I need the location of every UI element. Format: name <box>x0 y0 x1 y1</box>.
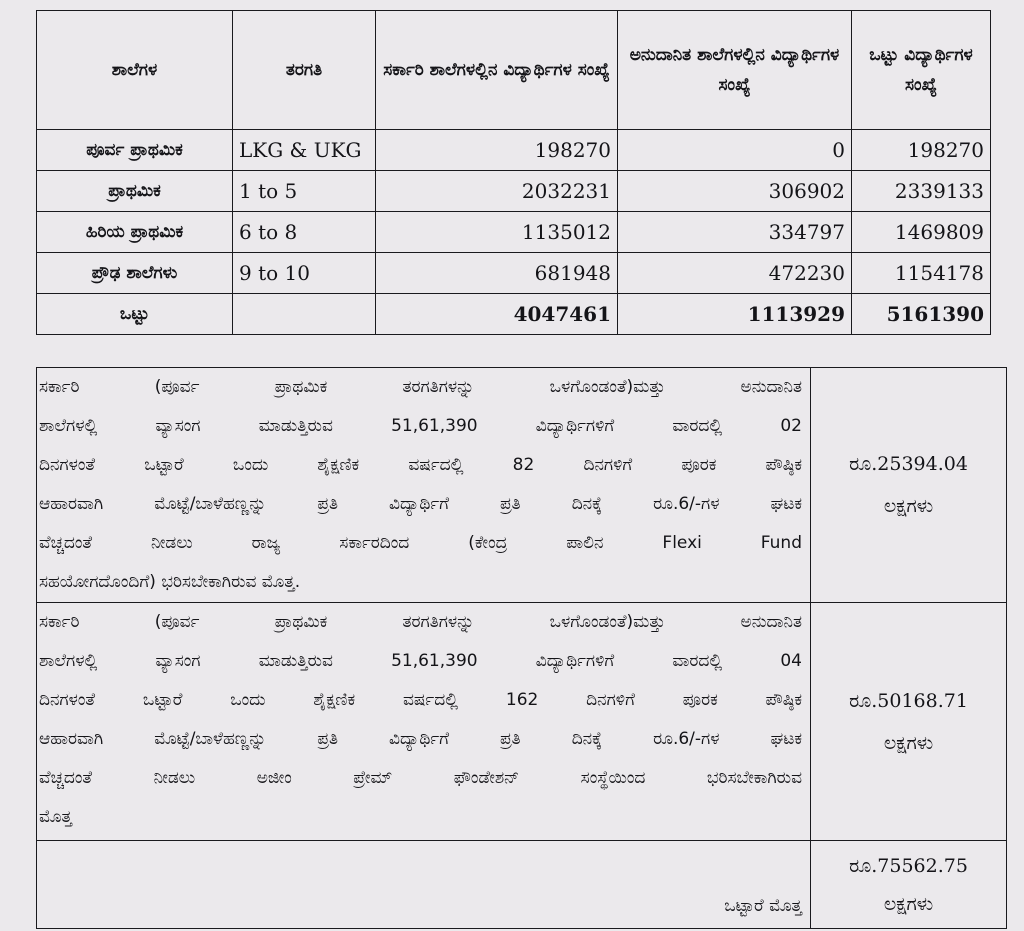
description-line: ಆಹಾರವಾಗಿ ಮೊಟ್ಟೆ/ಬಾಳೆಹಣ್ಣನ್ನು ಪ್ರತಿ ವಿದ್ಯಾರ್ಥಿಗೆ ಪ್ರತಿ ದಿನಕ್ಕೆ ರೂ.6/-ಗಳ ಘಟಕ <box>39 729 802 749</box>
row-govt: 198270 <box>376 130 618 171</box>
row-category: ಪ್ರೌಢ ಶಾಲೆಗಳು <box>37 253 233 294</box>
row-total: 1154178 <box>852 253 991 294</box>
row-grade: 6 to 8 <box>233 212 376 253</box>
row-aided: 334797 <box>618 212 852 253</box>
row-category: ಹಿರಿಯ ಪ್ರಾಥಮಿಕ <box>37 212 233 253</box>
grand-total-amount-cell <box>811 841 1007 929</box>
header-govt-students: ಸರ್ಕಾರಿ ಶಾಲೆಗಳಲ್ಲಿನ ವಿದ್ಯಾರ್ಥಿಗಳ ಸಂಖ್ಯೆ <box>376 11 618 130</box>
description-line: ಸರ್ಕಾರಿ (ಪೂರ್ವ ಪ್ರಾಥಮಿಕ ತರಗತಿಗಳನ್ನು ಒಳಗೊಂಡಂತೆ)ಮತ್ತು ಅನುದಾನಿತ <box>39 612 802 632</box>
description-line: ದಿನಗಳಂತೆ ಒಟ್ಟಾರೆ ಒಂದು ಶೈಕ್ಷಣಿಕ ವರ್ಷದಲ್ಲಿ 162 ದಿನಗಳಿಗೆ ಪೂರಕ ಪೌಷ್ಠಿಕ <box>39 690 802 710</box>
description-line: ಮೊತ್ತ <box>39 807 72 827</box>
grand-total-row <box>37 841 1007 929</box>
row-grade: 1 to 5 <box>233 171 376 212</box>
row-grade: 9 to 10 <box>233 253 376 294</box>
grand-total-unit: ಲಕ್ಷಗಳು <box>883 892 934 915</box>
total-govt: 4047461 <box>376 294 618 335</box>
grand-total-label: ಒಟ್ಟಾರೆ ಮೊತ್ತ <box>37 841 811 929</box>
row-govt: 1135012 <box>376 212 618 253</box>
table-row <box>37 253 991 294</box>
row-total: 198270 <box>852 130 991 171</box>
funding-description <box>37 368 811 603</box>
total-label: ಒಟ್ಟು <box>37 294 233 335</box>
description-line: ಸಹಯೋಗದೊಂದಿಗೆ) ಭರಿಸಬೇಕಾಗಿರುವ ಮೊತ್ತ. <box>39 572 301 592</box>
row-aided: 306902 <box>618 171 852 212</box>
total-total: 5161390 <box>852 294 991 335</box>
description-line: ಶಾಲೆಗಳಲ್ಲಿ ವ್ಯಾಸಂಗ ಮಾಡುತ್ತಿರುವ 51,61,390 ವಿದ್ಯಾರ್ಥಿಗಳಿಗೆ ವಾರದಲ್ಲಿ 02 <box>39 416 802 436</box>
funding-amount-cell <box>811 368 1007 603</box>
header-grade: ತರಗತಿ <box>233 11 376 130</box>
grand-total-amount: ರೂ.75562.75 <box>849 854 968 877</box>
row-govt: 2032231 <box>376 171 618 212</box>
funding-amount: ರೂ.50168.71 <box>849 689 968 712</box>
description-line: ವೆಚ್ಚದಂತೆ ನೀಡಲು ರಾಜ್ಯ ಸರ್ಕಾರದಿಂದ (ಕೇಂದ್ರ ಪಾಲಿನ Flexi Fund <box>39 533 802 553</box>
funding-description <box>37 603 811 841</box>
header-total-students: ಒಟ್ಟು ವಿದ್ಯಾರ್ಥಿಗಳ ಸಂಖ್ಯೆ <box>852 11 991 130</box>
description-line: ಶಾಲೆಗಳಲ್ಲಿ ವ್ಯಾಸಂಗ ಮಾಡುತ್ತಿರುವ 51,61,390 ವಿದ್ಯಾರ್ಥಿಗಳಿಗೆ ವಾರದಲ್ಲಿ 04 <box>39 651 802 671</box>
row-category: ಪೂರ್ವ ಪ್ರಾಥಮಿಕ <box>37 130 233 171</box>
funding-amount-cell <box>811 603 1007 841</box>
description-line: ಆಹಾರವಾಗಿ ಮೊಟ್ಟೆ/ಬಾಳೆಹಣ್ಣನ್ನು ಪ್ರತಿ ವಿದ್ಯಾರ್ಥಿಗೆ ಪ್ರತಿ ದಿನಕ್ಕೆ ರೂ.6/-ಗಳ ಘಟಕ <box>39 494 802 514</box>
description-line: ದಿನಗಳಂತೆ ಒಟ್ಟಾರೆ ಒಂದು ಶೈಕ್ಷಣಿಕ ವರ್ಷದಲ್ಲಿ 82 ದಿನಗಳಿಗೆ ಪೂರಕ ಪೌಷ್ಠಿಕ <box>39 455 802 475</box>
funding-unit: ಲಕ್ಷಗಳು <box>883 731 934 754</box>
table-row <box>37 171 991 212</box>
total-aided: 1113929 <box>618 294 852 335</box>
header-category: ಶಾಲೆಗಳ <box>37 11 233 130</box>
total-grade <box>233 294 376 335</box>
row-govt: 681948 <box>376 253 618 294</box>
table-row <box>37 130 991 171</box>
description-line: ವೆಚ್ಚದಂತೆ ನೀಡಲು ಅಜೀಂ ಪ್ರೇಮ್ ಫೌಂಡೇಶನ್ ಸಂಸ್ಥೆಯಿಂದ ಭರಿಸಬೇಕಾಗಿರುವ <box>39 768 802 788</box>
table-row <box>37 212 991 253</box>
enrollment-header-row <box>37 11 991 130</box>
total-row <box>37 294 991 335</box>
row-category: ಪ್ರಾಥಮಿಕ <box>37 171 233 212</box>
row-total: 2339133 <box>852 171 991 212</box>
row-aided: 472230 <box>618 253 852 294</box>
enrollment-table <box>36 10 991 335</box>
funding-amount: ರೂ.25394.04 <box>849 453 968 475</box>
funding-row <box>37 603 1007 841</box>
funding-table <box>36 367 1007 929</box>
row-aided: 0 <box>618 130 852 171</box>
header-aided-students: ಅನುದಾನಿತ ಶಾಲೆಗಳಲ್ಲಿನ ವಿದ್ಯಾರ್ಥಿಗಳ ಸಂಖ್ಯೆ <box>618 11 852 130</box>
funding-row <box>37 368 1007 603</box>
description-line: ಸರ್ಕಾರಿ (ಪೂರ್ವ ಪ್ರಾಥಮಿಕ ತರಗತಿಗಳನ್ನು ಒಳಗೊಂಡಂತೆ)ಮತ್ತು ಅನುದಾನಿತ <box>39 377 802 397</box>
funding-unit: ಲಕ್ಷಗಳು <box>883 495 934 517</box>
row-grade: LKG & UKG <box>233 130 376 171</box>
row-total: 1469809 <box>852 212 991 253</box>
